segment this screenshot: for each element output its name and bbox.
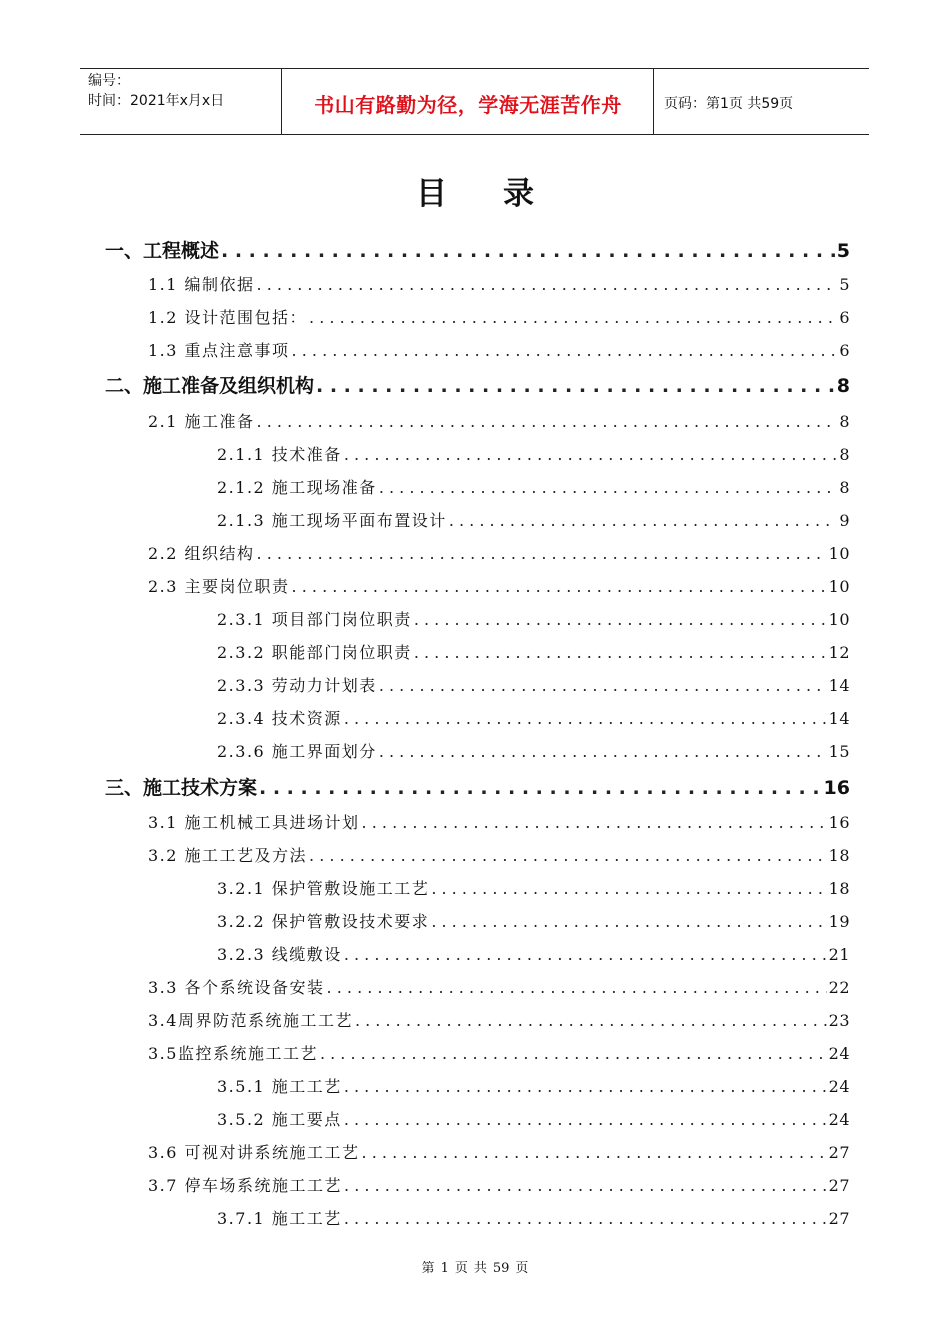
toc-entry-page: 27 (828, 1209, 850, 1228)
toc-leader-dots (379, 742, 827, 761)
footer-ye: 页 (515, 1261, 529, 1276)
toc-entry-page: 22 (828, 978, 850, 997)
toc-leader-dots (344, 1110, 827, 1129)
toc-entry[interactable] (217, 739, 850, 762)
toc-leader-dots (259, 777, 822, 799)
toc-entry-label: 2.3.2 职能部门岗位职责 (217, 643, 412, 662)
toc-entry[interactable] (217, 1074, 850, 1097)
toc-entry-label: 3.4周界防范系统施工工艺 (148, 1011, 353, 1030)
page-footer (0, 1257, 950, 1276)
toc-leader-dots (309, 308, 837, 327)
toc-leader-dots (414, 610, 827, 629)
toc-entry-page: 16 (823, 777, 850, 799)
footer-current-page: 1 (440, 1261, 449, 1276)
toc-entry-page: 16 (828, 813, 850, 832)
toc-entry-page: 19 (828, 912, 850, 931)
toc-entry-label: 3.5.2 施工要点 (217, 1110, 342, 1129)
toc-leader-dots (257, 412, 838, 431)
toc-entry-page: 6 (839, 308, 850, 327)
toc-entry[interactable] (105, 371, 850, 398)
toc-entry-label: 1.2 设计范围包括： (148, 308, 308, 327)
toc-entry-label: 2.3.1 项目部门岗位职责 (217, 610, 412, 629)
toc-leader-dots (431, 912, 826, 931)
toc-entry-label: 3.5.1 施工工艺 (217, 1077, 342, 1096)
toc-entry[interactable] (148, 305, 850, 328)
toc-entry-label: 3.2.3 线缆敷设 (217, 945, 342, 964)
toc-entry-label: 2.1 施工准备 (148, 412, 255, 431)
toc-entry[interactable] (217, 1107, 850, 1130)
toc-entry-page: 18 (828, 846, 850, 865)
toc-entry-label: 1.3 重点注意事项 (148, 341, 290, 360)
toc-entry[interactable] (148, 810, 850, 833)
toc-leader-dots (344, 1077, 827, 1096)
toc-entry[interactable] (217, 607, 850, 630)
toc-leader-dots (221, 240, 835, 262)
toc-entry-label: 二、施工准备及组织机构 (105, 375, 315, 397)
footer-gong: 共 (473, 1261, 487, 1276)
toc-entry[interactable] (148, 975, 850, 998)
toc-entry-label: 2.2 组织结构 (148, 544, 255, 563)
toc-entry[interactable] (217, 475, 850, 498)
toc-entry-label: 2.1.2 施工现场准备 (217, 478, 377, 497)
toc-entry-label: 3.2.2 保护管敷设技术要求 (217, 912, 430, 931)
toc-entry[interactable] (217, 942, 850, 965)
toc-leader-dots (379, 478, 838, 497)
toc-leader-dots (320, 1044, 827, 1063)
toc-leader-dots (292, 577, 827, 596)
toc-entry-page: 24 (828, 1077, 850, 1096)
toc-entry-page: 8 (839, 445, 850, 464)
toc-entry[interactable] (217, 508, 850, 531)
toc-entry[interactable] (217, 1206, 850, 1229)
toc-leader-dots (362, 813, 827, 832)
toc-entry-label: 2.1.3 施工现场平面布置设计 (217, 511, 447, 530)
toc-entry-label: 三、施工技术方案 (105, 777, 258, 799)
header-page-info: 页码：第1页 共59页 (664, 96, 794, 112)
toc-entry[interactable] (148, 1041, 850, 1064)
toc-entry-label: 2.3.3 劳动力计划表 (217, 676, 377, 695)
toc-entry-page: 27 (828, 1143, 850, 1162)
toc-entry-page: 9 (839, 511, 850, 530)
toc-entry[interactable] (217, 442, 850, 465)
toc-entry[interactable] (148, 1008, 850, 1031)
toc-entry-page: 10 (828, 610, 850, 629)
toc-leader-dots (309, 846, 827, 865)
footer-ye: 页 (454, 1261, 468, 1276)
toc-entry-page: 10 (828, 544, 850, 563)
toc-entry-label: 1.1 编制依据 (148, 275, 255, 294)
toc-entry-label: 3.7 停车场系统施工工艺 (148, 1176, 343, 1195)
toc-entry-page: 24 (828, 1110, 850, 1129)
toc-entry[interactable] (217, 876, 850, 899)
toc-title: 目录 (416, 176, 590, 212)
toc-entry-page: 8 (839, 478, 850, 497)
toc-leader-dots (327, 978, 827, 997)
toc-entry-page: 27 (828, 1176, 850, 1195)
footer-total-pages: 59 (492, 1261, 510, 1276)
toc-leader-dots (431, 879, 826, 898)
toc-entry-page: 8 (839, 412, 850, 431)
toc-entry[interactable] (105, 236, 850, 263)
toc-entry-page: 8 (836, 375, 850, 397)
toc-entry[interactable] (217, 640, 850, 663)
toc-entry-label: 3.5监控系统施工工艺 (148, 1044, 318, 1063)
toc-entry-page: 5 (839, 275, 850, 294)
toc-entry[interactable] (217, 909, 850, 932)
toc-leader-dots (344, 1176, 827, 1195)
document-number-label: 编号： (88, 73, 130, 89)
toc-entry-label: 3.2.1 保护管敷设施工工艺 (217, 879, 430, 898)
toc-entry-page: 24 (828, 1044, 850, 1063)
toc-entry-label: 3.1 施工机械工具进场计划 (148, 813, 360, 832)
toc-leader-dots (355, 1011, 827, 1030)
toc-entry-page: 12 (828, 643, 850, 662)
toc-leader-dots (316, 375, 835, 397)
toc-leader-dots (414, 643, 827, 662)
toc-entry-label: 3.2 施工工艺及方法 (148, 846, 308, 865)
toc-entry-label: 2.1.1 技术准备 (217, 445, 342, 464)
document-time-label: 时间：2021年x月x日 (88, 93, 225, 109)
toc-leader-dots (344, 709, 827, 728)
toc-leader-dots (292, 341, 838, 360)
toc-entry-page: 14 (828, 676, 850, 695)
toc-leader-dots (362, 1143, 827, 1162)
toc-leader-dots (344, 1209, 827, 1228)
toc-entry[interactable] (148, 338, 850, 361)
toc-entry-page: 5 (836, 240, 850, 262)
toc-entry-page: 23 (828, 1011, 850, 1030)
toc-entry-label: 3.3 各个系统设备安装 (148, 978, 325, 997)
toc-entry[interactable] (148, 541, 850, 564)
toc-entry-page: 21 (828, 945, 850, 964)
toc-entry-page: 14 (828, 709, 850, 728)
toc-entry[interactable] (105, 773, 850, 800)
footer-di: 第 (421, 1261, 435, 1276)
toc-entry[interactable] (148, 1173, 850, 1196)
toc-entry-label: 3.6 可视对讲系统施工工艺 (148, 1143, 360, 1162)
toc-leader-dots (379, 676, 827, 695)
toc-entry-label: 一、工程概述 (105, 240, 220, 262)
toc-entry[interactable] (148, 409, 850, 432)
toc-entry-page: 6 (839, 341, 850, 360)
toc-entry[interactable] (217, 673, 850, 696)
toc-leader-dots (344, 445, 838, 464)
toc-entry-page: 10 (828, 577, 850, 596)
toc-leader-dots (257, 275, 838, 294)
header-motto: 书山有路勤为径，学海无涯苦作舟 (314, 93, 622, 117)
toc-entry-page: 15 (828, 742, 850, 761)
toc-leader-dots (257, 544, 827, 563)
toc-entry-label: 3.7.1 施工工艺 (217, 1209, 342, 1228)
toc-leader-dots (449, 511, 838, 530)
toc-entry-label: 2.3.4 技术资源 (217, 709, 342, 728)
toc-entry-page: 18 (828, 879, 850, 898)
toc-entry-label: 2.3.6 施工界面划分 (217, 742, 377, 761)
toc-entry[interactable] (148, 272, 850, 295)
toc-entry-label: 2.3 主要岗位职责 (148, 577, 290, 596)
toc-entry[interactable] (148, 574, 850, 597)
toc-entry[interactable] (217, 706, 850, 729)
toc-entry[interactable] (148, 1140, 850, 1163)
toc-leader-dots (344, 945, 827, 964)
toc-entry[interactable] (148, 843, 850, 866)
